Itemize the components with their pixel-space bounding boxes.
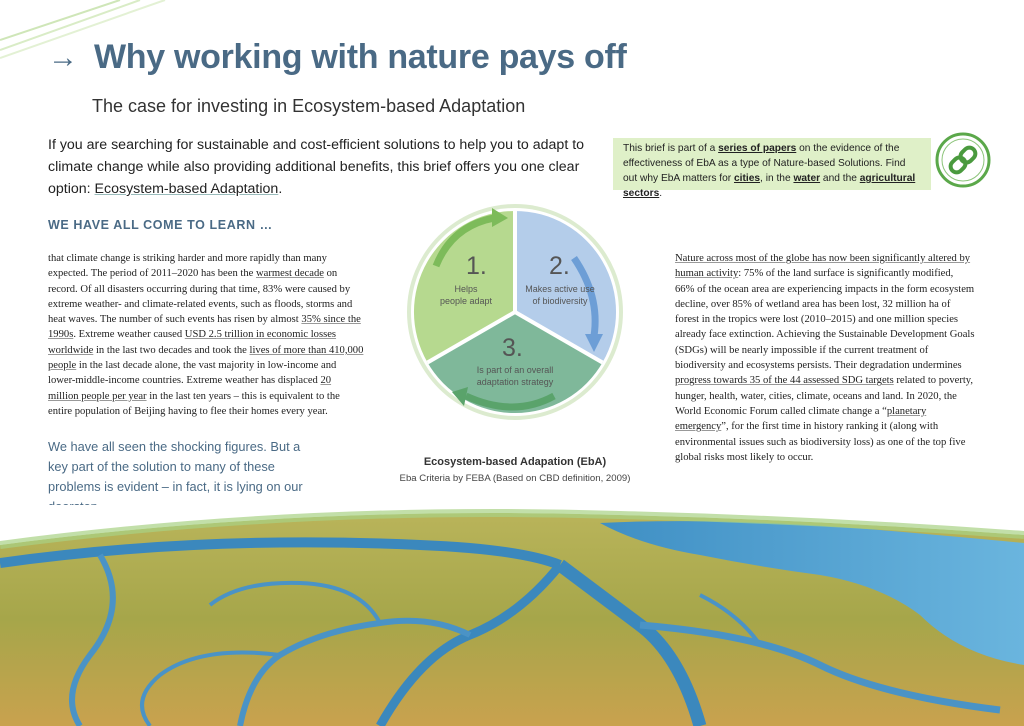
segment-2-label-1: Makes active use — [525, 284, 595, 294]
segment-3-number: 3. — [502, 334, 523, 362]
left-text-5: in the last decade alone, the vast majority in low-income and lower-middle-income countries. Extreme weather has displaced — [48, 360, 337, 387]
right-body-text — [675, 251, 975, 465]
brief-info-box — [613, 138, 931, 199]
nature-altered-link[interactable]: Nature across most of the globe has now been significantly altered by human activity — [675, 253, 971, 280]
segment-3-label-2: adaptation strategy — [476, 377, 554, 387]
displaced-people-link[interactable]: 20 million people per year — [48, 375, 332, 402]
left-text-3: . Extreme weather caused — [73, 329, 185, 341]
intro-text: If you are searching for sustainable and cost-efficient solutions to help you to adapt to climate change while also providing additional benefits, this brief offers you one clear option: — [48, 137, 585, 197]
right-text-1: : 75% of the land surface is significantly modified, 66% of the ocean area are experiencing impacts in the form ecosystem decline, over 85% of wetland area has been lost, 32 million ha of forest in the tropics were lost (2010–2015) and one million species already face extinction. Achieving the Sustainable Development Goals (SDGs) will be nearly impossible if the current treatment of biodiversity and ecosystems persists. Their degradation undermines — [675, 268, 975, 372]
left-text-1: that climate change is striking harder and more rapidly than many expected. The period of 2011–2020 has been the — [48, 253, 327, 280]
economic-losses-link[interactable]: USD 2.5 trillion in economic losses worldwide — [48, 329, 337, 356]
planetary-emergency-link[interactable]: planetary emergency — [675, 405, 927, 433]
brief-text-5: . — [659, 188, 663, 199]
since-1990s-link[interactable]: 35% since the 1990s — [48, 314, 361, 341]
water-link[interactable]: water — [793, 173, 821, 184]
warmest-decade-link[interactable]: warmest decade — [256, 268, 324, 280]
title-row — [48, 38, 627, 77]
segment-2-number: 2. — [549, 252, 570, 280]
segment-2-label-2: of biodiversity — [532, 296, 588, 306]
section-heading: WE HAVE ALL COME TO LEARN … — [48, 218, 273, 232]
brief-text-2: on the evidence of the effectiveness of EbA as a type of Nature-based Solutions. Find out why EbA matters for — [623, 143, 906, 184]
diagram-caption-title: Ecosystem-based Adapation (EbA) — [423, 456, 607, 468]
segment-1-label-2: people adapt — [439, 296, 493, 306]
pull-quote: We have all seen the shocking figures. But a key part of the solution to many of these problems is evident – in fact, it is lying on our — [48, 439, 303, 494]
segment-1-label-1: Helps — [454, 284, 478, 294]
left-text-4: in the last two decades and took the — [93, 344, 250, 356]
left-text-2: on record. Of all disasters occurring during that time, 83% were caused by extreme weather- and climate-related events, such as floods, storms and heat waves. The number of such events has risen by almost — [48, 268, 353, 326]
right-text-2: related to poverty, hunger, health, water, cities, climate, oceans and land. In 2020, the World Economic Forum called climate change a “ — [675, 375, 974, 417]
segment-3-label-1: Is part of an overall — [476, 365, 554, 375]
brief-text-4: and the — [820, 173, 860, 184]
diagram-caption-source: Eba Criteria by FEBA (Based on CBD definition, 2009) — [399, 473, 631, 484]
chain-link-icon[interactable] — [934, 131, 992, 189]
intro-paragraph — [48, 134, 588, 200]
left-text-6: in the last ten years – this is equivalent to the entire population of Beijing having to flee their homes every year. — [48, 390, 340, 417]
page-title: Why working with nature pays off — [94, 38, 627, 76]
brief-text-1: This brief is part of a — [623, 143, 719, 154]
left-body-text — [48, 251, 364, 419]
series-of-papers-link[interactable]: series of papers — [718, 143, 797, 154]
right-text-3: ”, for the first time in history ranking it (along with environmental issues such as biodiversity loss) as one of the top five global risks most likely to occur. — [675, 421, 966, 463]
right-arrow-icon: → — [48, 40, 78, 74]
eba-link[interactable]: Ecosystem-based Adaptation — [94, 181, 279, 197]
wetland-aerial-photo — [0, 505, 1024, 726]
agricultural-sectors-link[interactable]: agricultural sectors — [623, 173, 916, 199]
cities-link[interactable]: cities — [733, 173, 761, 184]
page-subtitle: The case for investing in Ecosystem-based Adaptation — [92, 96, 526, 116]
sdg-targets-link[interactable]: progress towards 35 of the 44 assessed SDG targets — [675, 375, 894, 387]
intro-end: . — [278, 181, 283, 197]
brief-text-3: , in the — [760, 173, 794, 184]
eba-criteria-diagram — [404, 196, 626, 452]
lives-lost-link[interactable]: lives of more than 410,000 people — [48, 344, 364, 372]
segment-1-number: 1. — [466, 252, 487, 280]
